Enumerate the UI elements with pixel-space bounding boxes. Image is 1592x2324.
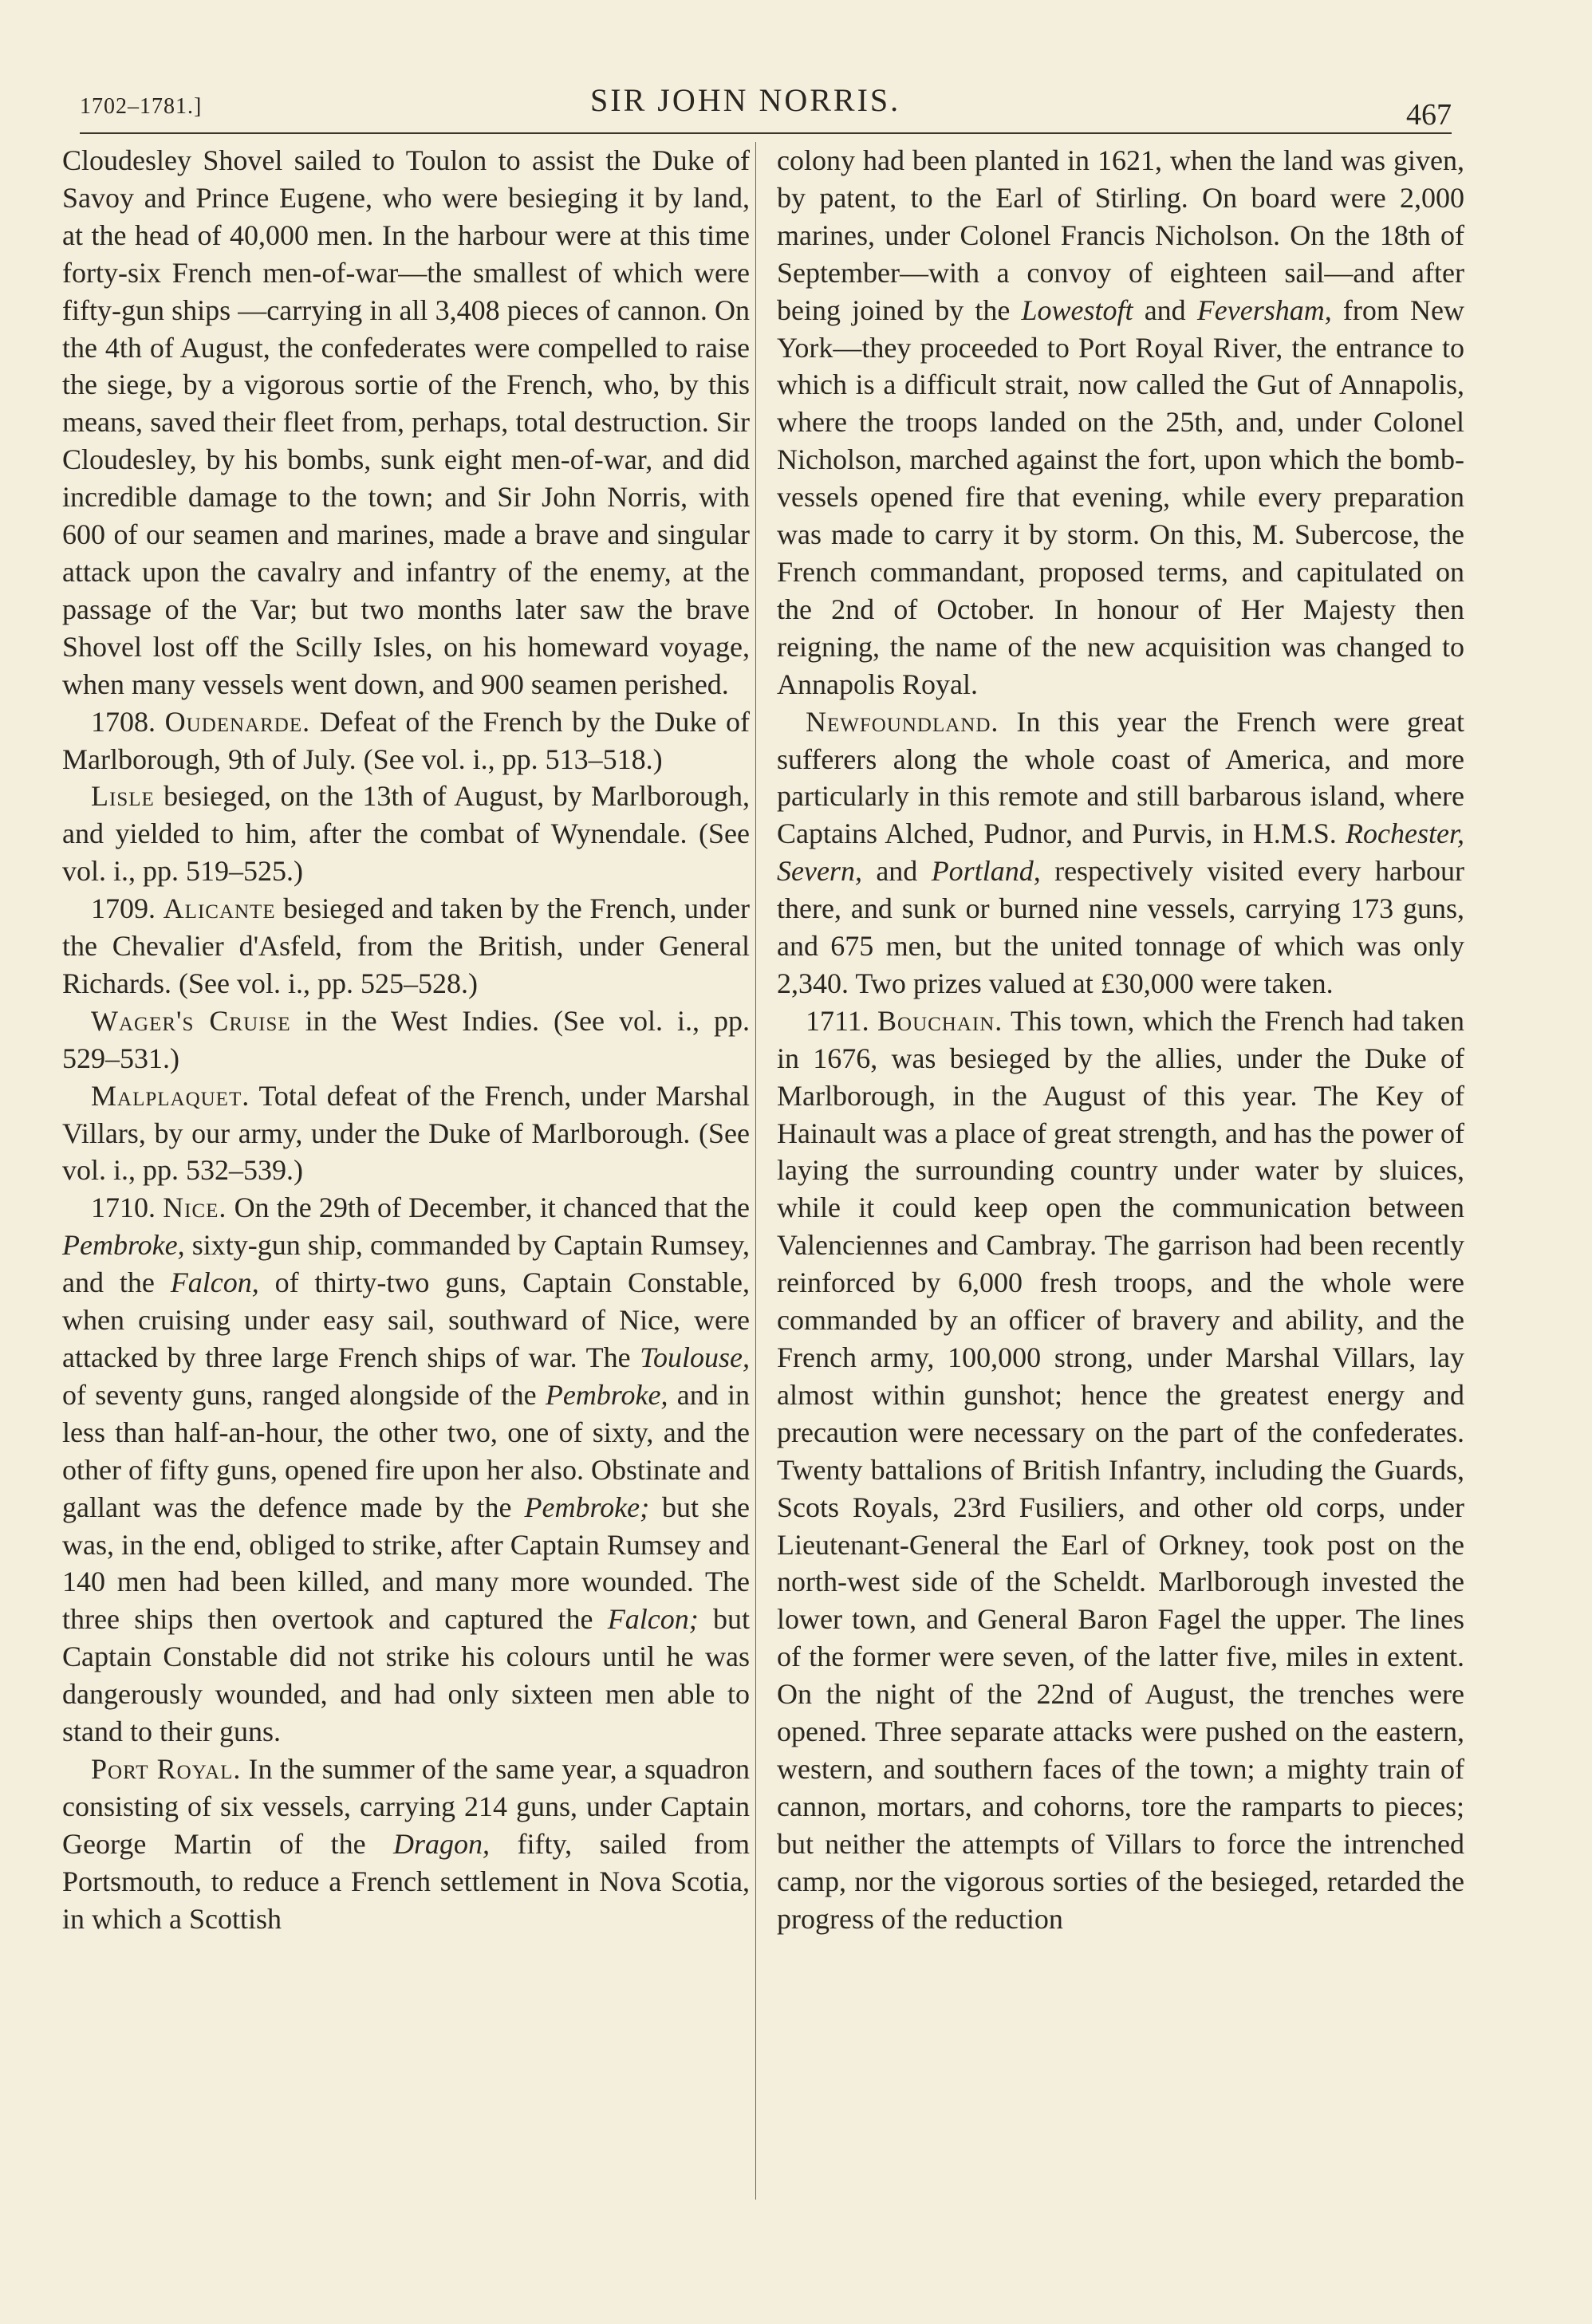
ship-name: Pembroke, [545, 1378, 668, 1411]
paragraph-nice: 1710. Nice. On the 29th of December, it chanced that the Pembroke, sixty-gun ship, commanded by Captain Rumsey, and the Falcon, of thirty-two guns, Captain Constable, when cruising under easy sail, southward of Nice, were attacked by three large French ships of war. The Toulouse, of seventy guns, ranged alongside of the Pembroke, and in less than half-an-hour, the other two, one of sixty, and the other of fifty guns, opened fire upon her also. Obstinate and gallant was the defence made by the Pembroke; but she was, in the end, obliged to strike, after Captain Rumsey and 140 men had been killed, and many more wounded. The three ships then overtook and captured the Falcon; but Captain Constable did not strike his colours until he was dangerously wounded, and had only sixteen men able to stand to their guns. [62, 1192, 751, 1748]
page-number: 467 [1406, 98, 1452, 132]
paragraph-annapolis: colony had been planted in 1621, when the land was given, by patent, to the Earl of Stirling. On board were 2,000 marines, under Colonel Francis Nicholson. On the 18th of September—with a convoy of eighteen sail—and after being joined by the Lowestoft and Feversham, from New York—they proceeded to Port Royal River, the entrance to which is a difficult strait, now called the Gut of Annapolis, where the troops landed on the 25th, and, under Colonel Nicholson, marched against the fort, upon which the bomb-vessels opened fire that evening, while every preparation was made to carry it by storm. On this, M. Subercose, the French commandant, proposed terms, and capitulated on the 2nd of October. In honour of Her Majesty then reigning, the name of the new acquisition was changed to Annapolis Royal. [777, 144, 1464, 700]
header-rule [80, 132, 1452, 134]
header-title: SIR JOHN NORRIS. [590, 82, 901, 118]
section-heading: Newfoundland. [806, 705, 999, 738]
right-column [777, 142, 1464, 1938]
ship-name: Dragon, [393, 1827, 491, 1860]
ship-name: Falcon; [607, 1603, 699, 1636]
left-column [62, 142, 750, 1938]
section-heading: Bouchain. [877, 1004, 1003, 1037]
paragraph-lisle: Lisle besieged, on the 13th of August, by Marlborough, and yielded to him, after the combat of Wynendale. (See vol. i., pp. 519–525.) [62, 780, 750, 888]
ship-name: Feversham, [1196, 293, 1332, 326]
paragraph-oudenarde: 1708. Oudenarde. Defeat of the French by the Duke of Marlborough, 9th of July. (See vol. i., pp. 513–518.) [62, 705, 751, 775]
ship-name: Severn, [777, 855, 862, 888]
ship-name: Falcon, [170, 1266, 259, 1299]
section-heading: Nice. [163, 1192, 227, 1224]
paragraph-port-royal: Port Royal. In the summer of the same year, a squadron consisting of six vessels, carrying 214 guns, under Captain George Martin of the Dragon, fifty, sailed from Portsmouth, to reduce a French settlement in Nova Scotia, in which a Scottish [62, 1752, 751, 1935]
column-divider [755, 142, 756, 2200]
paragraph-bouchain: 1711. Bouchain. This town, which the French had taken in 1676, was besieged by the allies, under the Duke of Marlborough, in the August of this year. The Key of Hainault was a place of great strength, and has the power of laying the surrounding country under water by sluices, while it could keep open the communication between Valenciennes and Cambray. The garrison had been recently reinforced by 6,000 fresh troops, and the whole were commanded by an officer of bravery and ability, and the French army, 100,000 strong, under Marshal Villars, lay almost within gunshot; hence the greatest energy and precaution were necessary on the part of the confederates. Twenty battalions of British Infantry, including the Guards, Scots Royals, 23rd Fusiliers, and other old corps, under Lieutenant-General the Earl of Orkney, took post on the north-west side of the Scheldt. Marlborough invested the lower town, and General Baron Fagel the upper. The lines of the former were seven, of the latter five, miles in extent. On the night of the 22nd of August, the trenches were opened. Three separate attacks were pushed on the eastern, western, and southern faces of the town; a mighty train of cannon, mortars, and cohorns, tore the ramparts to pieces; but neither the attempts of Villars to force the intrenched camp, nor the vigorous sorties of the besieged, retarded the progress of the reduction [777, 1004, 1464, 1935]
ship-name: Pembroke; [524, 1491, 650, 1523]
ship-name: Pembroke, [62, 1229, 185, 1262]
header-date-range: 1702–1781.] [80, 94, 203, 119]
section-heading: Malplaquet. [91, 1079, 250, 1112]
section-heading: Alicante [163, 892, 276, 925]
paragraph-wagers-cruise: Wager's Cruise in the West Indies. (See vol. i., pp. 529–531.) [62, 1004, 750, 1074]
ship-name: Lowestoft [1021, 293, 1133, 326]
paragraph-alicante: 1709. Alicante besieged and taken by the French, under the Chevalier d'Asfeld, from the British, under General Richards. (See vol. i., pp. 525–528.) [62, 892, 750, 999]
paragraph-malplaquet: Malplaquet. Total defeat of the French, under Marshal Villars, by our army, under the Duke of Marlborough. (See vol. i., pp. 532–539.) [62, 1079, 750, 1187]
ship-name: Toulouse, [640, 1341, 750, 1373]
ship-name: Portland, [931, 855, 1041, 888]
running-header [80, 80, 1452, 132]
paragraph-newfoundland: Newfoundland. In this year the French were great sufferers along the whole coast of America, and more particularly in this remote and still barbarous island, where Captains Alched, Pudnor, and Purvis, in H.M.S. Rochester, Severn, and Portland, respectively visited every harbour there, and sunk or burned nine vessels, carrying 173 guns, and 675 men, but the united tonnage of which was only 2,340. Two prizes valued at £30,000 were taken. [777, 705, 1465, 999]
section-heading: Lisle [91, 780, 155, 813]
ship-name: Rochester, [1346, 817, 1464, 850]
section-heading: Wager's Cruise [91, 1004, 291, 1037]
paragraph-toulon: Cloudesley Shovel sailed to Toulon to assist the Duke of Savoy and Prince Eugene, who were besieging it by land, at the head of 40,000 men. In the harbour were at this time forty-six French men-of-war—the smallest of which were fifty-gun ships —carrying in all 3,408 pieces of cannon. On the 4th of August, the confederates were compelled to raise the siege, by a vigorous sortie of the French, who, by this means, saved their fleet from, perhaps, total destruction. Sir Cloudesley, by his bombs, sunk eight men-of-war, and did incredible damage to the town; and Sir John Norris, with 600 of our seamen and marines, made a brave and singular attack upon the cavalry and infantry of the enemy, at the passage of the Var; but two months later saw the brave Shovel lost off the Scilly Isles, on his homeward voyage, when many vessels went down, and 900 seamen perished. [62, 144, 750, 700]
section-heading: Port Royal. [91, 1752, 242, 1785]
section-heading: Oudenarde. [164, 705, 311, 738]
